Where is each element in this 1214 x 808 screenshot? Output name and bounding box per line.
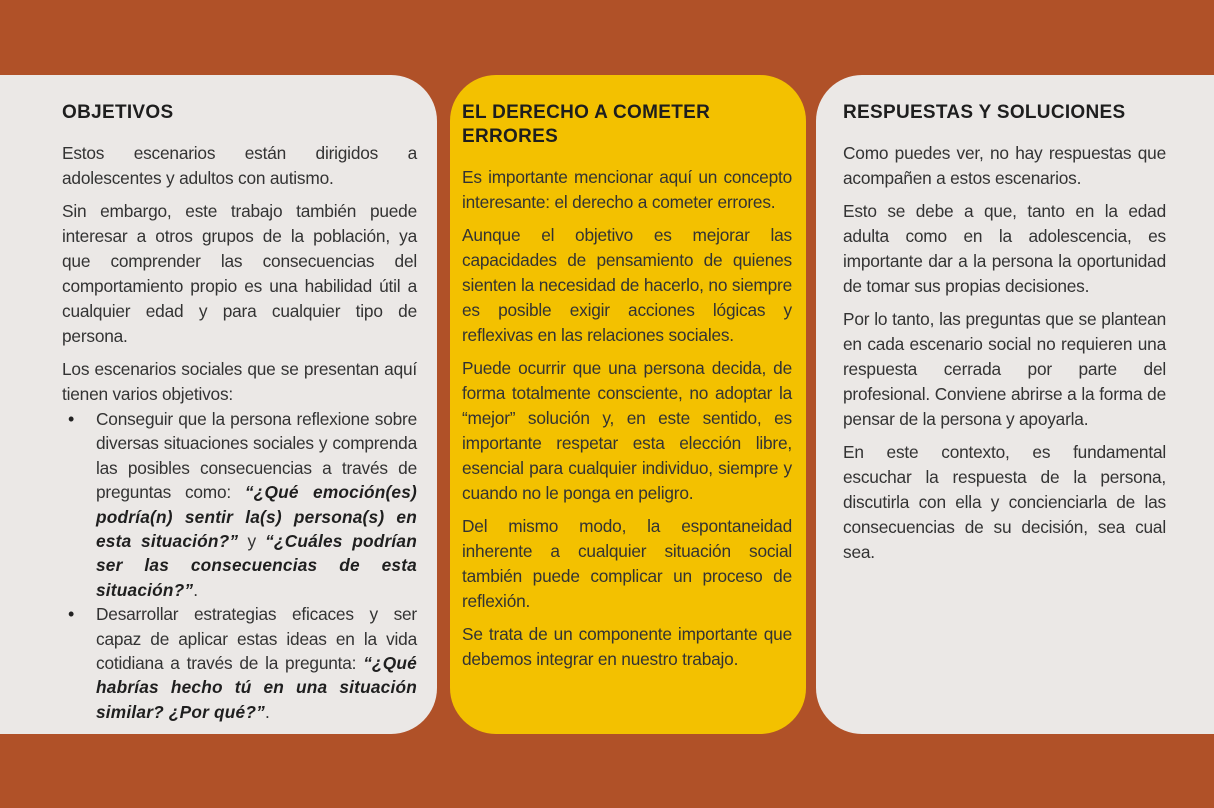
respuestas-paragraph-2: Esto se debe a que, tanto en la edad adulta como en la adolescencia, es importante dar a la persona la oportunidad de tomar sus propias decisiones.: [843, 201, 1166, 296]
derecho-errores-title: EL DERECHO A COMETER ERRORES: [462, 102, 711, 147]
respuestas-paragraph-4: En este contexto, es fundamental escuchar la respuesta de la persona, discutirla con ella y concienciarla de las consecuencias de su decisión, sea cual sea.: [843, 442, 1166, 562]
respuestas-soluciones-panel: [816, 75, 1214, 734]
list-item-text: y: [238, 531, 266, 552]
objetivos-list: [62, 407, 417, 724]
derecho-paragraph-2: Aunque el objetivo es mejorar las capacidades de pensamiento de quienes sienten la necesidad de hacerlo, no siempre es posible exigir acciones lógicas y reflexivas en las relaciones sociales.: [462, 225, 792, 345]
list-item: [96, 407, 417, 602]
objetivos-panel: [0, 75, 437, 734]
respuestas-title: RESPUESTAS Y SOLUCIONES: [843, 102, 1126, 123]
derecho-paragraph-1: Es importante mencionar aquí un concepto interesante: el derecho a cometer errores.: [462, 167, 792, 212]
derecho-paragraph-5: Se trata de un componente importante que debemos integrar en nuestro trabajo.: [462, 624, 792, 669]
respuestas-paragraph-1: Como puedes ver, no hay respuestas que acompañen a estos escenarios.: [843, 143, 1166, 188]
question-quote: “¿Qué habrías hecho tú en una situación similar? ¿Por qué?”: [96, 653, 417, 722]
objetivos-paragraph-1: Estos escenarios están dirigidos a adolescentes y adultos con autismo.: [62, 143, 417, 188]
list-item: [96, 602, 417, 724]
objetivos-paragraph-3: Los escenarios sociales que se presentan aquí tienen varios objetivos:: [62, 359, 417, 404]
list-item-text: .: [264, 701, 270, 722]
list-item-text: Conseguir que la persona reflexione sobre diversas situaciones sociales y comprenda las posibles consecuencias a través de preguntas como:: [96, 409, 417, 503]
derecho-paragraph-3: Puede ocurrir que una persona decida, de forma totalmente consciente, no adoptar la “mejor” solución y, en este sentido, es importante respetar esta elección libre, esencial para cualquier individuo, siempre y cuando no le ponga en peligro.: [462, 358, 792, 503]
list-item-text: .: [193, 579, 198, 600]
question-quote: “¿Qué emoción(es) podría(n) sentir la(s) persona(s) en esta situación?”: [96, 482, 418, 552]
respuestas-paragraph-3: Por lo tanto, las preguntas que se plantean en cada escenario social no requieren una respuesta cerrada por parte del profesional. Conviene abrirse a la forma de pensar de la persona y apoyarla.: [843, 309, 1166, 429]
derecho-paragraph-4: Del mismo modo, la espontaneidad inherente a cualquier situación social también puede complicar un proceso de reflexión.: [462, 516, 792, 611]
list-item-text: Desarrollar estrategias eficaces y ser capaz de aplicar estas ideas en la vida cotidiana a través de la pregunta:: [96, 604, 417, 674]
objetivos-title: OBJETIVOS: [62, 102, 174, 123]
question-quote: “¿Cuáles podrían ser las consecuencias de esta situación?”: [96, 531, 417, 600]
derecho-errores-panel: [450, 75, 806, 734]
objetivos-paragraph-2: Sin embargo, este trabajo también puede interesar a otros grupos de la población, ya que comprender las consecuencias del comportamiento propio es una habilidad útil a cualquier edad y para cualquier tipo de persona.: [62, 201, 417, 346]
